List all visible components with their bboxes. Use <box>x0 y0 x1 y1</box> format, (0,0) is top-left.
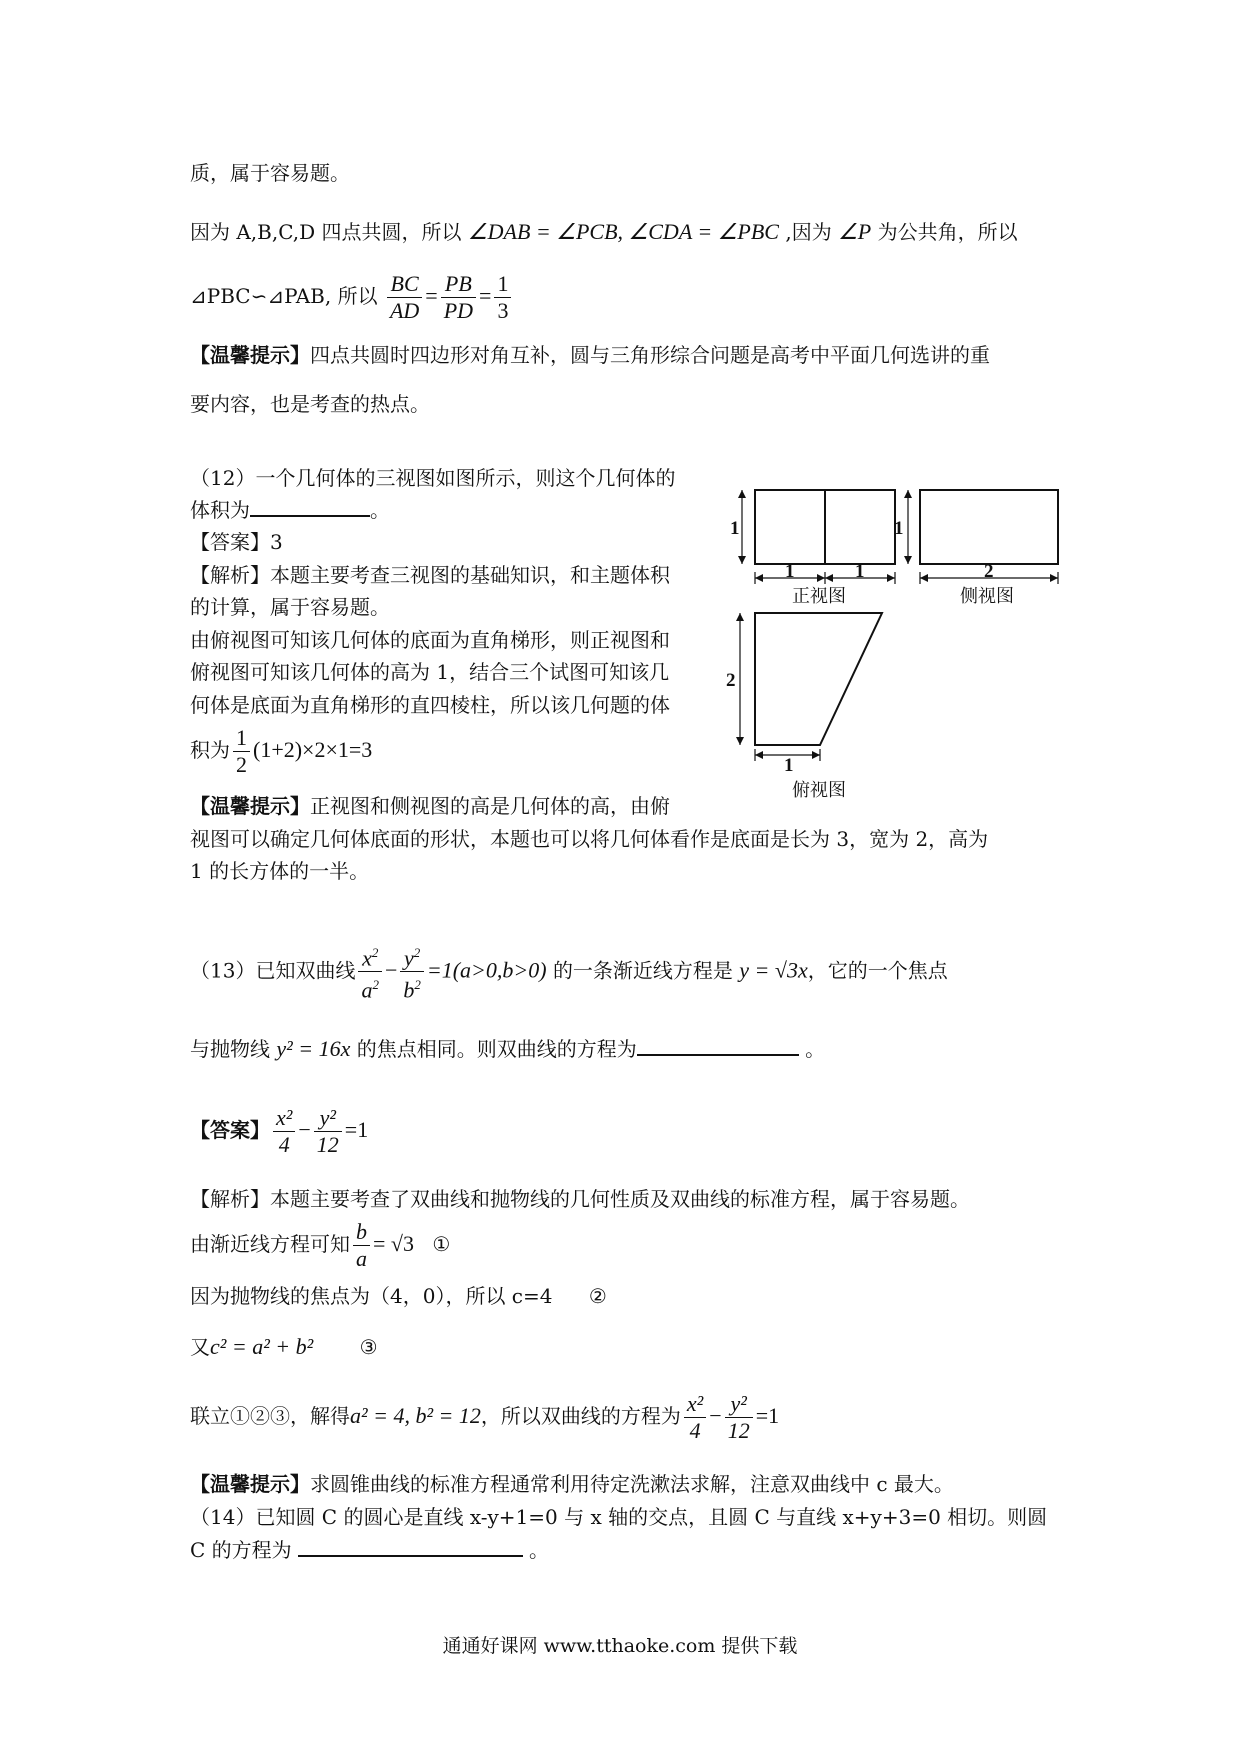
top-view <box>755 613 882 745</box>
text-span: 积为 <box>190 738 230 762</box>
text-line: 的计算，属于容易题。 <box>190 595 390 619</box>
text-span: 联立①②③，解得 <box>190 1404 350 1428</box>
text-span: ，所以双曲线的方程为 <box>480 1404 681 1428</box>
text-line: ⊿PBC∽⊿PAB, 所以 $\frac{BC}{AD}$ = $\frac{PB}{PD}$ = $\frac{1}{3}$ <box>190 266 514 326</box>
text-span: 的焦点相同。则双曲线的方程为 <box>356 1037 637 1061</box>
math-expression: =1 <box>755 1403 780 1428</box>
fraction: $\frac{BC}{AD}$ <box>387 271 422 324</box>
tip-label: 【温馨提示】 <box>190 794 310 818</box>
math-expression: =1(a>0,b>0) <box>426 957 547 983</box>
fraction: $\frac{b}{a}$ <box>353 1219 370 1272</box>
math-expression: = √3 <box>373 1231 414 1256</box>
circled-number: ① <box>432 1232 451 1256</box>
text-span: C 的方程为 <box>190 1538 292 1562</box>
fraction: $\frac{1}{2}$ <box>233 725 250 778</box>
text-span: 。 <box>370 498 390 522</box>
three-view-figure <box>726 480 1070 810</box>
tip-label: 【温馨提示】 <box>190 1472 310 1496</box>
text-span: （13）已知双曲线 <box>190 958 356 983</box>
text-span: 四点共圆时四边形对角互补，圆与三角形综合问题是高考中平面几何选讲的重 <box>310 343 990 367</box>
answer-blank <box>250 497 370 517</box>
math-expression: (1+2)×2×1=3 <box>253 737 373 762</box>
text-line <box>190 497 390 523</box>
top-view-caption: 俯视图 <box>792 780 846 801</box>
dimension-label: 1 <box>730 518 740 539</box>
text-line: 要内容，也是考查的热点。 <box>190 392 430 416</box>
text-line <box>190 1283 607 1309</box>
text-line <box>190 720 372 780</box>
text-span: 因为抛物线的焦点为（4，0），所以 c=4 <box>190 1284 553 1308</box>
tip-label: 【温馨提示】 <box>190 343 310 367</box>
text-line: 何体是底面为直角梯形的直四棱柱，所以该几何题的体 <box>190 693 670 717</box>
text-span: ,因为 <box>785 220 832 244</box>
tip-line <box>190 1471 954 1497</box>
question-13: （13）已知双曲线 $\frac{x^2}{a^2}$ − $\frac{y^2}{b^2}$ =1(a>0,b>0) 的一条渐近线方程是 y = √3x，它的一个焦点 <box>190 940 948 1004</box>
answer-line: 【答案】3 <box>190 530 283 554</box>
math-expression: c² = a² + b² <box>210 1334 314 1359</box>
question-12: （12）一个几何体的三视图如图所示，则这个几何体的 <box>190 466 676 490</box>
dimension-label: 1 <box>784 755 794 776</box>
text-line: 【解析】本题主要考查三视图的基础知识，和主题体积 <box>190 563 670 587</box>
answer-label: 【答案】 <box>190 1118 270 1142</box>
text-span: 与抛物线 <box>190 1037 270 1061</box>
text-span: 体积为 <box>190 498 250 522</box>
fraction: $\frac{\text{y²}}{12}$ <box>725 1391 753 1444</box>
dimension-label: 1 <box>894 518 904 539</box>
side-view <box>920 490 1058 564</box>
math-expression: ∠P <box>838 219 872 244</box>
dimension-label: 1 <box>855 561 865 582</box>
fraction: $\frac{x^2}{a^2}$ <box>358 940 382 1004</box>
dimension-label: 2 <box>726 670 736 691</box>
text-span: 求圆锥曲线的标准方程通常利用待定洗漱法求解，注意双曲线中 c 最大。 <box>310 1472 954 1496</box>
dimension-label: 1 <box>785 561 795 582</box>
answer-line: 【答案】 $\frac{\text{x²}}{4}$ − $\frac{\text{y²}}{12}$ =1 <box>190 1105 369 1157</box>
tip-line <box>190 342 990 368</box>
text-span: 。 <box>805 1037 826 1061</box>
text-span: 。 <box>529 1538 550 1562</box>
math-expression: =1 <box>344 1117 369 1142</box>
text-line <box>190 1036 825 1062</box>
circled-number: ③ <box>359 1335 378 1359</box>
text-line: 联立①②③，解得a² = 4, b² = 12，所以双曲线的方程为 $\frac{\text{x²}}{4}$ − $\frac{\text{y²}}{12}$ =1 <box>190 1391 780 1443</box>
text-line: 俯视图可知该几何体的高为 1，结合三个试图可知该几 <box>190 660 670 684</box>
math-expression: y = √3x <box>739 957 808 983</box>
math-expression: y² = 16x <box>276 1036 351 1061</box>
text-line <box>190 219 1018 245</box>
text-line: 1 的长方体的一半。 <box>190 859 370 883</box>
side-view-caption: 侧视图 <box>960 586 1014 607</box>
math-expression: a² = 4, b² = 12 <box>350 1403 481 1428</box>
text-span: 又 <box>190 1335 210 1359</box>
answer-blank <box>637 1036 799 1056</box>
text-span: 的一条渐近线方程是 <box>552 958 733 983</box>
text-span: 由渐近线方程可知 <box>190 1232 350 1256</box>
text-line: 【解析】本题主要考查了双曲线和抛物线的几何性质及双曲线的标准方程，属于容易题。 <box>190 1187 970 1211</box>
dimension-label: 2 <box>984 561 994 582</box>
fraction: $\frac{\text{y²}}{12}$ <box>314 1105 342 1158</box>
text-span: 为公共角，所以 <box>877 220 1018 244</box>
text-span: 正视图和侧视图的高是几何体的高，由俯 <box>310 794 670 818</box>
fraction: $\frac{y^2}{b^2}$ <box>400 940 424 1004</box>
question-14: （14）已知圆 C 的圆心是直线 x-y+1=0 与 x 轴的交点，且圆 C 与直线 x+y+3=0 相切。则圆 <box>190 1505 1048 1529</box>
text-line: 视图可以确定几何体底面的形状，本题也可以将几何体看作是底面是长为 3，宽为 2，高为 <box>190 827 989 851</box>
fraction: $\frac{1}{3}$ <box>494 271 511 324</box>
text-line: 质，属于容易题。 <box>190 161 350 185</box>
answer-blank <box>298 1537 523 1557</box>
math-expression: ∠DAB = ∠PCB, ∠CDA = ∠PBC <box>467 219 779 244</box>
circled-number: ② <box>588 1284 607 1308</box>
text-span: 因为 A,B,C,D 四点共圆，所以 <box>190 220 462 244</box>
fraction: $\frac{\text{x²}}{4}$ <box>273 1105 295 1158</box>
text-line: 由俯视图可知该几何体的底面为直角梯形，则正视图和 <box>190 628 670 652</box>
text-line <box>190 1537 549 1563</box>
text-line <box>190 1334 378 1360</box>
front-view-caption: 正视图 <box>792 586 846 607</box>
text-line <box>190 1214 450 1274</box>
text-span: ⊿PBC∽⊿PAB, 所以 <box>190 284 378 308</box>
fraction: $\frac{PB}{PD}$ <box>441 271 476 324</box>
page-footer: 通通好课网 www.tthaoke.com 提供下载 <box>442 1635 798 1657</box>
fraction: $\frac{\text{x²}}{4}$ <box>684 1391 706 1444</box>
text-span: ，它的一个焦点 <box>807 958 948 983</box>
tip-line <box>190 793 670 819</box>
